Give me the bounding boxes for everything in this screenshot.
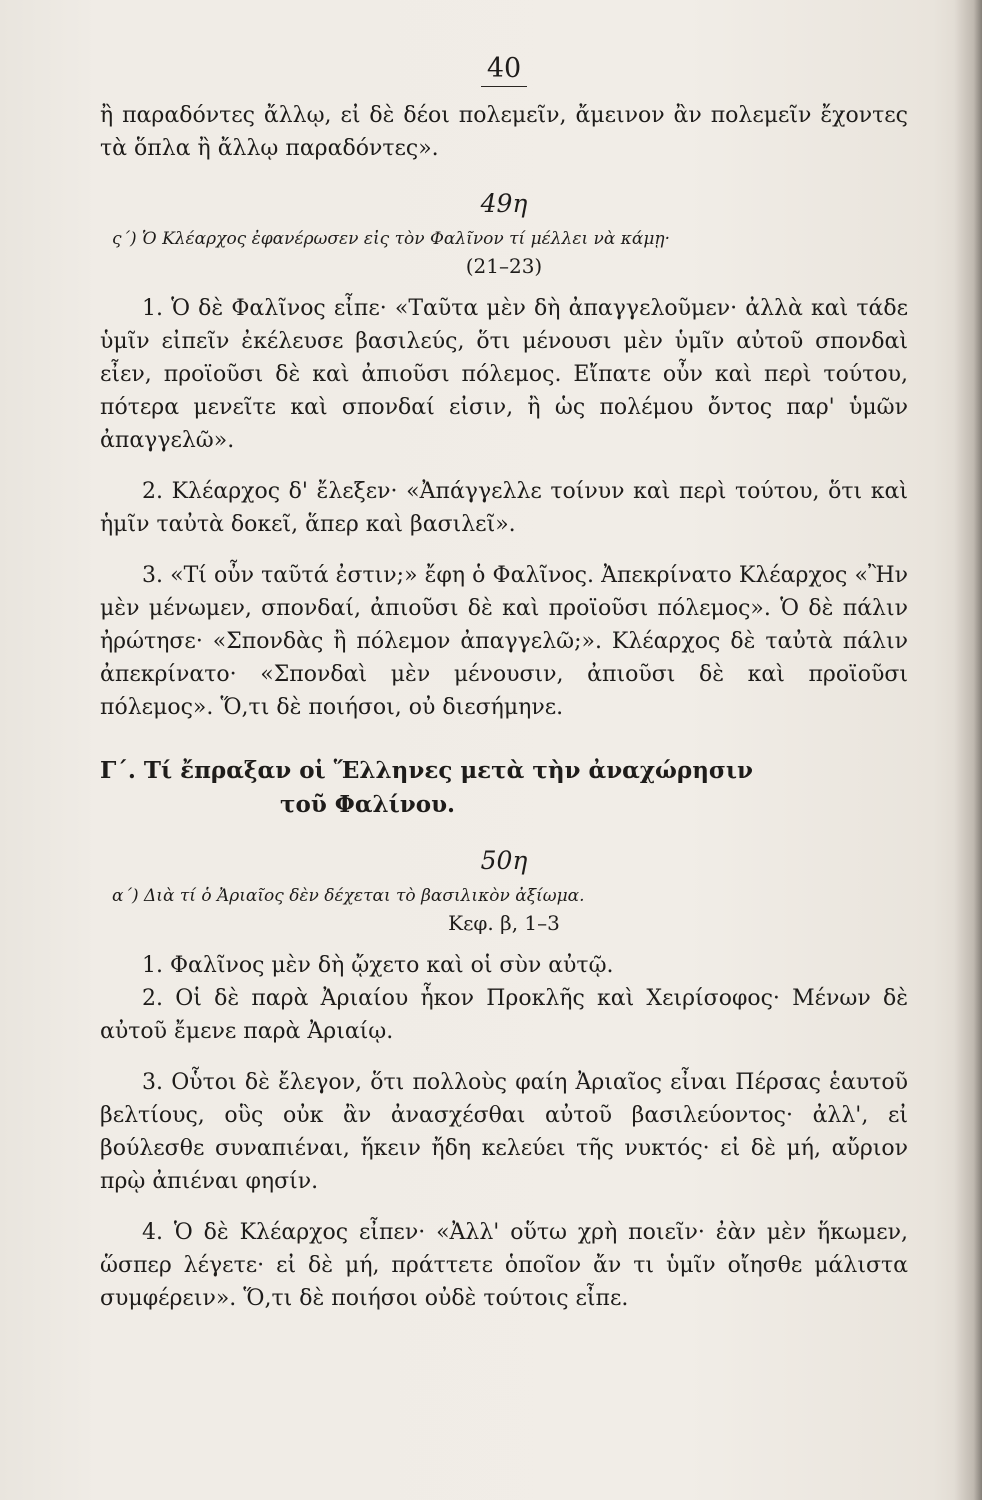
chapter-heading-line-2: τοῦ Φαλίνου. xyxy=(280,791,456,818)
section-number-50: 50η xyxy=(480,846,528,875)
page-edge-shadow xyxy=(954,0,982,1500)
chapter-heading-line-1: Γ´. Τί ἔπραξαν οἱ Ἕλληνες μετὰ τὴν ἀναχώρησιν xyxy=(100,757,753,784)
paragraph-49-1: 1. Ὁ δὲ Φαλῖνος εἶπε· «Ταῦτα μὲν δὴ ἀπαγγελοῦμεν· ἀλλὰ καὶ τάδε ὑμῖν εἰπεῖν ἐκέλευσε βασιλεύς, ὅτι μένουσι μὲν ὑμῖν αὐτοῦ σπονδαὶ εἶεν, προϊοῦσι δὲ καὶ ἀπιοῦσι πόλεμος. Εἴπατε οὖν καὶ περὶ τούτου, πότερα μενεῖτε καὶ σπονδαί εἰσιν, ἢ ὡς πολέμου ὄντος παρ' ὑμῶν ἀπαγγελῶ». xyxy=(100,296,908,453)
paragraph-50-1: 1. Φαλῖνος μὲν δὴ ᾤχετο καὶ οἱ σὺν αὐτῷ. xyxy=(142,953,614,978)
section-number-49: 49η xyxy=(480,189,528,218)
paragraph-50-2: 2. Οἱ δὲ παρὰ Ἀριαίου ἧκον Προκλῆς καὶ Χειρίσοφος· Μένων δὲ αὐτοῦ ἔμενε παρὰ Ἀριαίῳ. xyxy=(100,986,908,1044)
section-50-reference: Κεφ. β, 1–3 xyxy=(448,911,560,935)
paragraph-50-3: 3. Οὗτοι δὲ ἔλεγον, ὅτι πολλοὺς φαίη Ἀριαῖος εἶναι Πέρσας ἑαυτοῦ βελτίους, οὓς οὐκ ἂν ἀνασχέσθαι αὐτοῦ βασιλεύοντος· ἀλλ', εἰ βούλεσθε συναπιέναι, ἥκειν ἤδη κελεύει τῆς νυκτός· εἰ δὲ μή, αὔριον πρῲ ἀπιέναι φησίν. xyxy=(100,1070,908,1194)
paragraph-49-2: 2. Κλέαρχος δ' ἔλεξεν· «Ἀπάγγελλε τοίνυν καὶ περὶ τούτου, ὅτι καὶ ἡμῖν ταὐτὰ δοκεῖ, ἅπερ καὶ βασιλεῖ». xyxy=(100,479,908,537)
page-number: 40 xyxy=(100,52,908,85)
page-content xyxy=(100,52,908,1315)
intro-paragraph: ἢ παραδόντες ἄλλῳ, εἰ δὲ δέοι πολεμεῖν, ἄμεινον ἂν πολεμεῖν ἔχοντες τὰ ὅπλα ἢ ἄλλῳ παραδόντες». xyxy=(100,103,908,161)
section-49-subtitle: ς´) Ὁ Κλέαρχος ἐφανέρωσεν εἰς τὸν Φαλῖνον τί μέλλει νὰ κάμῃ· xyxy=(112,229,671,249)
section-49-reference: (21–23) xyxy=(465,254,543,278)
paragraph-50-4: 4. Ὁ δὲ Κλέαρχος εἶπεν· «Ἀλλ' οὕτω χρὴ ποιεῖν· ἐὰν μὲν ἥκωμεν, ὥσπερ λέγετε· εἰ δὲ μή, πράττετε ὁποῖον ἄν τι ὑμῖν οἴησθε μάλιστα συμφέρειν». Ὅ,τι δὲ ποιήσοι οὐδὲ τούτοις εἶπε. xyxy=(100,1220,908,1311)
chapter-heading xyxy=(100,754,908,822)
paragraph-49-3: 3. «Τί οὖν ταῦτά ἐστιν;» ἔφη ὁ Φαλῖνος. Ἀπεκρίνατο Κλέαρχος «Ἢν μὲν μένωμεν, σπονδαί, ἀπιοῦσι δὲ καὶ προϊοῦσι πόλεμος». Ὁ δὲ πάλιν ἠρώτησε· «Σπονδὰς ἢ πόλεμον ἀπαγγελῶ;». Κλέαρχος δὲ ταὐτὰ πάλιν ἀπεκρίνατο· «Σπονδαὶ μὲν μένουσιν, ἀπιοῦσι δὲ καὶ προϊοῦσι πόλεμος». Ὅ,τι δὲ ποιήσοι, οὐ διεσήμηνε. xyxy=(100,563,908,720)
section-50-subtitle: α´) Διὰ τί ὁ Ἀριαῖος δὲν δέχεται τὸ βασιλικὸν ἀξίωμα. xyxy=(112,886,585,906)
